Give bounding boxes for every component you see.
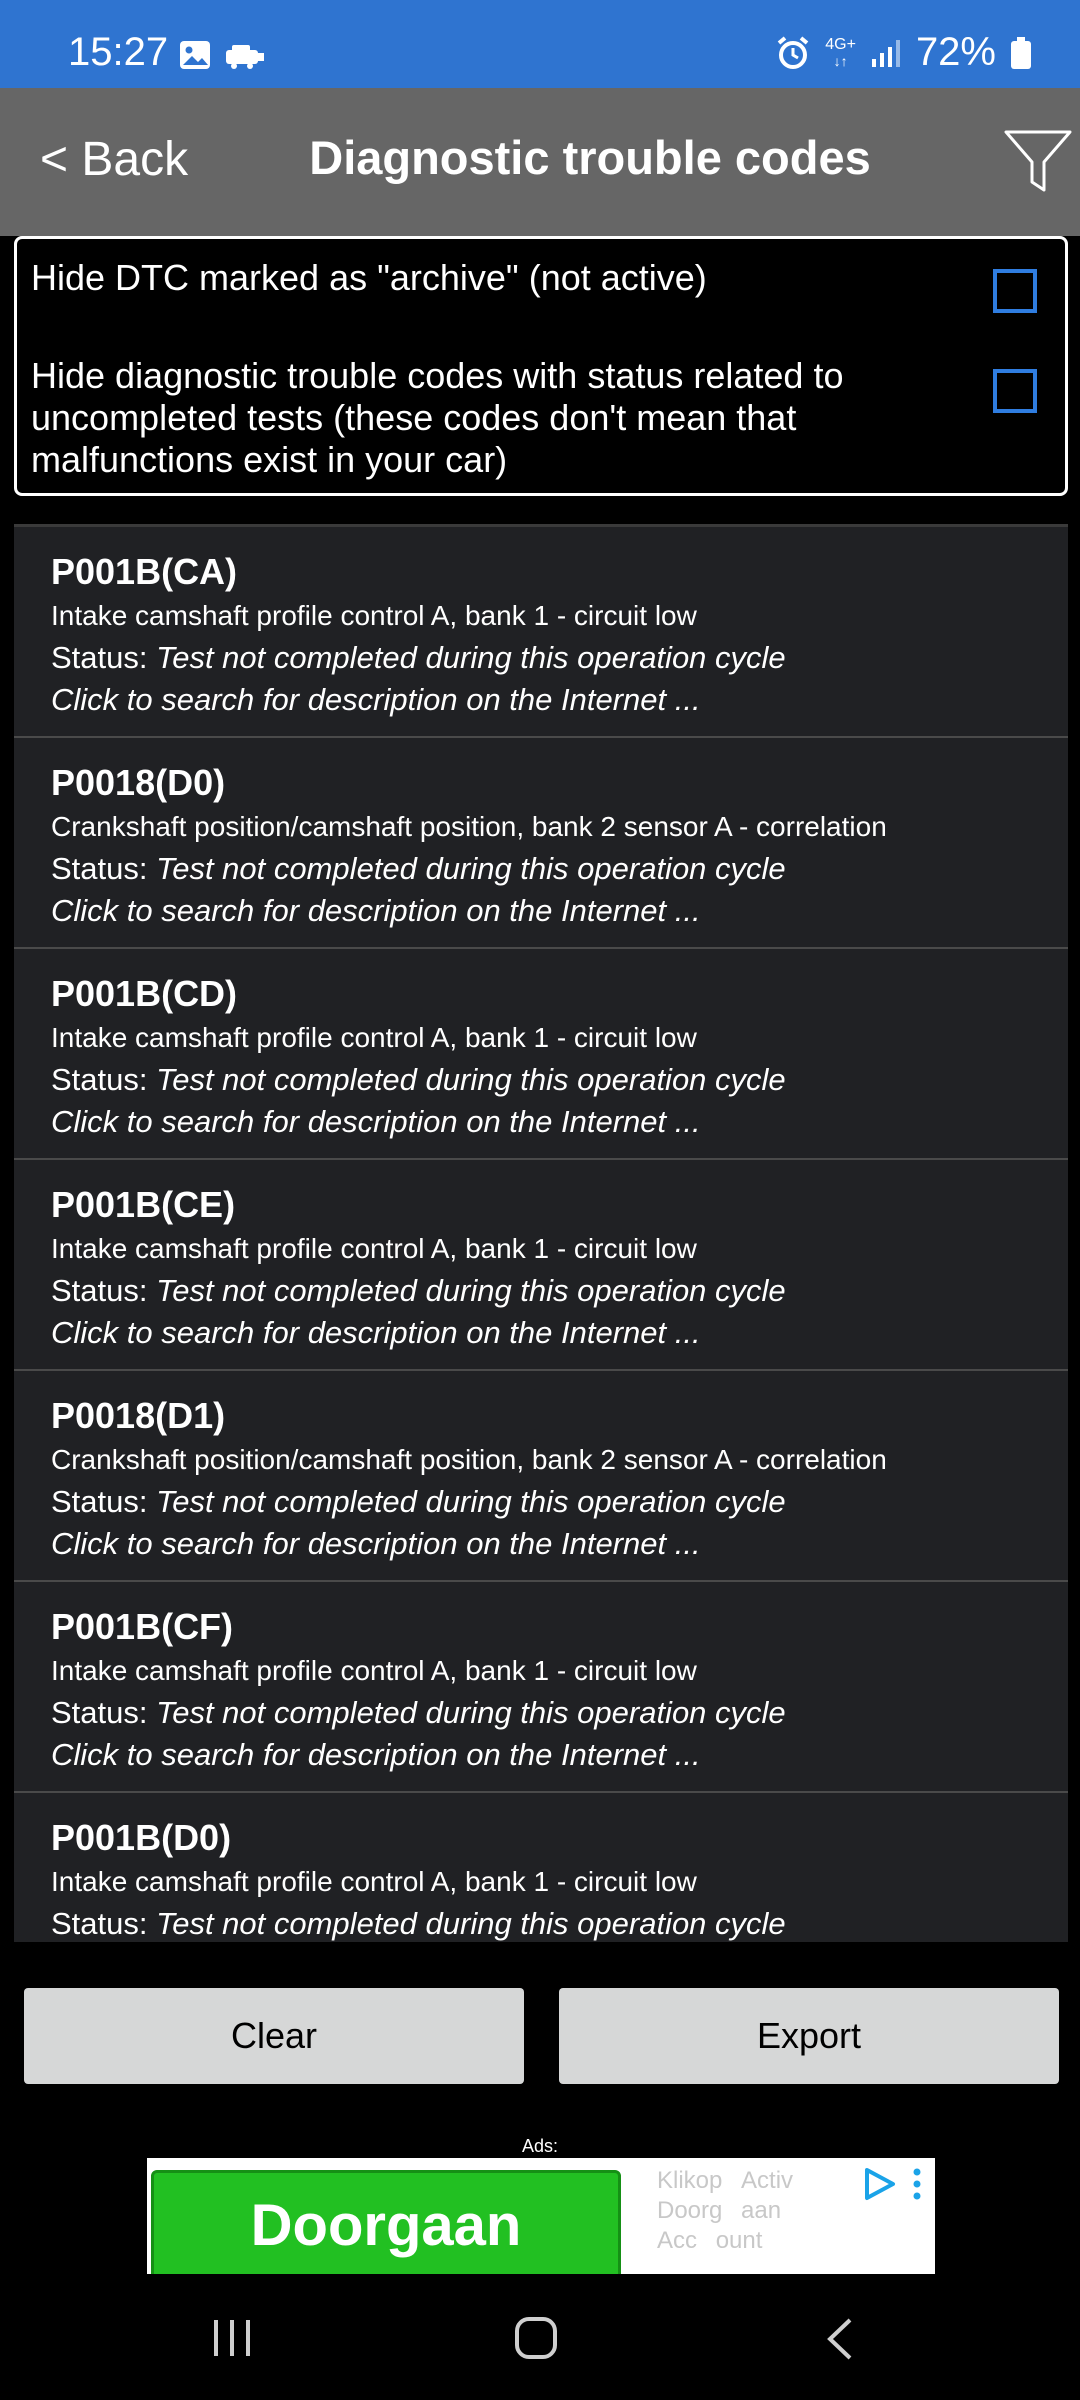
- search-link[interactable]: Click to search for description on the Internet ...: [51, 1315, 701, 1350]
- filter-icon[interactable]: [1002, 126, 1074, 198]
- status-prefix: Status:: [51, 1906, 157, 1941]
- search-link[interactable]: Click to search for description on the Internet ...: [51, 1737, 701, 1772]
- dtc-description: Crankshaft position/camshaft position, bank 2 sensor A - correlation: [51, 811, 887, 842]
- ads-label: Ads:: [521, 2136, 559, 2156]
- ad-text: Activ: [741, 2167, 794, 2194]
- network-label: 4G+: [825, 35, 856, 53]
- home-icon[interactable]: [512, 2314, 560, 2362]
- back-button[interactable]: < Back: [40, 133, 189, 186]
- hide-uncompleted-checkbox[interactable]: [993, 369, 1037, 413]
- alarm-icon: [775, 35, 811, 71]
- list-item[interactable]: [14, 1371, 1068, 1582]
- search-link[interactable]: Click to search for description on the Internet ...: [51, 682, 701, 717]
- status-value: Test not completed during this operation cycle: [156, 1695, 786, 1730]
- more-options-icon[interactable]: [909, 2166, 925, 2202]
- hide-uncompleted-label: Hide diagnostic trouble codes with status related to uncompleted tests (these codes don't mean that malfunctions exist in your car): [31, 355, 844, 480]
- battery-icon: [1010, 36, 1032, 70]
- export-button[interactable]: Export: [559, 1988, 1059, 2084]
- dtc-status: [51, 1692, 1068, 1734]
- status-prefix: Status:: [51, 851, 157, 886]
- app-header: [0, 88, 1080, 236]
- dtc-description: Intake camshaft profile control A, bank 1 - circuit low: [51, 1022, 697, 1053]
- status-prefix: Status:: [51, 1062, 157, 1097]
- dtc-code: P0018(D0): [51, 762, 226, 803]
- dtc-code: P001B(CE): [51, 1184, 236, 1225]
- dtc-code: P001B(CF): [51, 1606, 234, 1647]
- dtc-status: [51, 637, 1068, 679]
- battery-percent: 72%: [915, 30, 996, 74]
- dtc-description: Intake camshaft profile control A, bank 1 - circuit low: [51, 600, 697, 631]
- ad-text: Klikop: [657, 2167, 723, 2194]
- dtc-status: [51, 1059, 1068, 1101]
- network-type-icon: 4G+ ↓↑: [825, 35, 856, 69]
- status-value: Test not completed during this operation cycle: [156, 851, 786, 886]
- dtc-description: Crankshaft position/camshaft position, bank 2 sensor A - correlation: [51, 1444, 887, 1475]
- status-value: Test not completed during this operation cycle: [156, 1906, 786, 1941]
- dtc-description: Intake camshaft profile control A, bank 1 - circuit low: [51, 1866, 697, 1897]
- ad-text: aan: [741, 2197, 782, 2224]
- list-item[interactable]: [14, 738, 1068, 949]
- signal-icon: [870, 37, 902, 69]
- ad-continue-button[interactable]: Doorgaan: [151, 2170, 621, 2274]
- list-item[interactable]: [14, 1160, 1068, 1371]
- adchoices-play-icon[interactable]: [861, 2166, 897, 2202]
- recents-icon[interactable]: [210, 2316, 254, 2360]
- dtc-code: P0018(D1): [51, 1395, 226, 1436]
- image-icon: [178, 38, 212, 72]
- list-item[interactable]: [14, 527, 1068, 738]
- search-link[interactable]: Click to search for description on the Internet ...: [51, 1104, 701, 1139]
- car-icon: [222, 40, 266, 70]
- status-value: Test not completed during this operation cycle: [156, 1062, 786, 1097]
- dtc-status: [51, 1270, 1068, 1312]
- dtc-code: P001B(CA): [51, 551, 238, 592]
- status-prefix: Status:: [51, 640, 157, 675]
- status-value: Test not completed during this operation cycle: [156, 1484, 786, 1519]
- status-value: Test not completed during this operation cycle: [156, 1273, 786, 1308]
- ad-text: Doorg: [657, 2197, 723, 2224]
- ad-banner[interactable]: [147, 2158, 935, 2274]
- hide-archive-label: Hide DTC marked as "archive" (not active): [31, 257, 707, 298]
- search-link[interactable]: Click to search for description on the Internet ...: [51, 1526, 701, 1561]
- ad-text: Acc: [657, 2227, 698, 2254]
- status-time: 15:27: [68, 30, 169, 74]
- page-title: Diagnostic trouble codes: [309, 131, 871, 184]
- dtc-code: P001B(D0): [51, 1817, 232, 1858]
- search-link[interactable]: Click to search for description on the Internet ...: [51, 893, 701, 928]
- dtc-description: Intake camshaft profile control A, bank 1 - circuit low: [51, 1655, 697, 1686]
- dtc-status: [51, 1903, 1068, 1942]
- status-prefix: Status:: [51, 1484, 157, 1519]
- dtc-list[interactable]: [14, 524, 1068, 1942]
- status-bar: [0, 0, 1080, 88]
- status-prefix: Status:: [51, 1695, 157, 1730]
- hide-archive-checkbox[interactable]: [993, 269, 1037, 313]
- system-navigation-bar: [0, 2274, 1080, 2400]
- dtc-description: Intake camshaft profile control A, bank 1 - circuit low: [51, 1233, 697, 1264]
- status-value: Test not completed during this operation cycle: [156, 640, 786, 675]
- list-item[interactable]: [14, 949, 1068, 1160]
- dtc-status: [51, 1481, 1068, 1523]
- ad-text: ount: [715, 2227, 763, 2254]
- list-item[interactable]: [14, 1793, 1068, 1942]
- status-prefix: Status:: [51, 1273, 157, 1308]
- filter-options-panel: [14, 236, 1068, 496]
- list-item[interactable]: [14, 1582, 1068, 1793]
- dtc-status: [51, 848, 1068, 890]
- back-nav-icon[interactable]: [820, 2316, 860, 2362]
- clear-button[interactable]: Clear: [24, 1988, 524, 2084]
- dtc-code: P001B(CD): [51, 973, 238, 1014]
